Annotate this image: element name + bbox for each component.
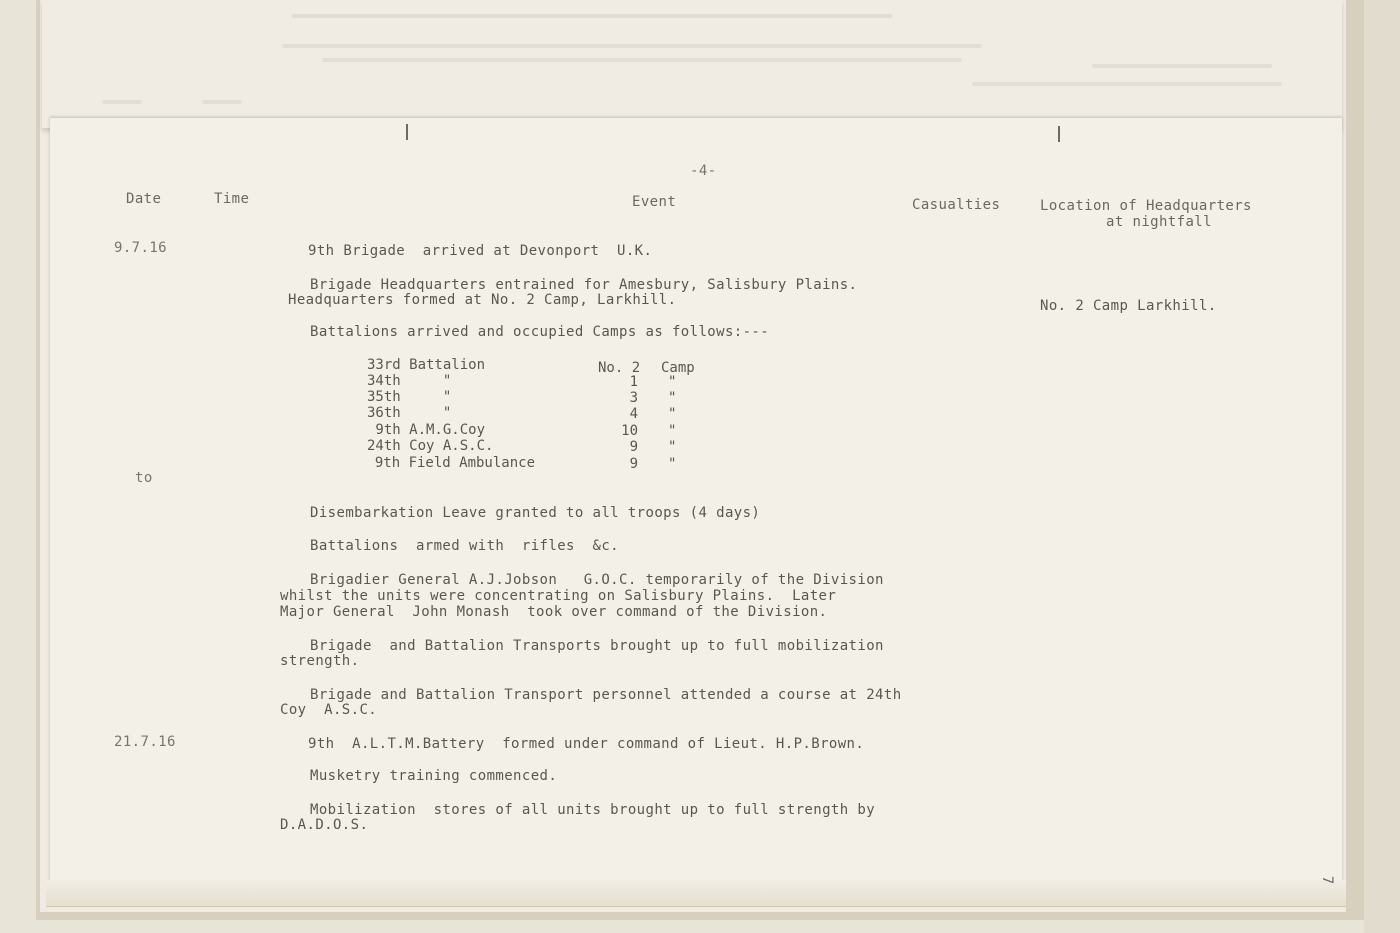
header-location-line1: Location of Headquarters <box>1040 198 1252 214</box>
camp-label: " <box>668 390 677 406</box>
camp-number: 9 <box>629 439 638 455</box>
event-course-line1: Brigade and Battalion Transport personnel attended a course at 24th <box>310 687 902 703</box>
event-musketry: Musketry training commenced. <box>310 768 558 784</box>
camp-number: 10 <box>621 423 638 439</box>
camp-label: " <box>668 439 677 455</box>
camp-unit: 35th " <box>367 389 452 405</box>
camp-number: 3 <box>629 390 638 406</box>
event-command-line2: whilst the units were concentrating on Salisbury Plains. Later <box>280 588 837 604</box>
previous-page-flap <box>42 0 1342 128</box>
camp-unit: 33rd Battalion <box>367 357 486 373</box>
camp-unit: 9th Field Ambulance <box>358 455 536 471</box>
camp-unit: 36th " <box>367 405 452 421</box>
header-casualties: Casualties <box>912 197 1001 213</box>
date-entry-2: 21.7.16 <box>114 734 176 750</box>
header-location-line2: at nightfall <box>1106 214 1212 230</box>
camp-label: " <box>668 456 677 472</box>
event-rifles: Battalions armed with rifles &c. <box>310 538 620 554</box>
event-command-line1: Brigadier General A.J.Jobson G.O.C. temporarily of the Division <box>310 572 884 588</box>
camp-label: " <box>668 406 677 422</box>
page-stack-edge <box>46 880 1346 907</box>
event-stores-line2: D.A.D.O.S. <box>280 817 369 833</box>
event-transports-line2: strength. <box>280 653 360 669</box>
camp-unit: 24th Coy A.S.C. <box>367 438 494 454</box>
camp-number: 1 <box>629 374 638 390</box>
event-command-line3: Major General John Monash took over command of the Division. <box>280 604 828 620</box>
header-event: Event <box>632 194 677 210</box>
event-course-line2: Coy A.S.C. <box>280 702 378 718</box>
camp-number: 9 <box>629 456 638 472</box>
event-transports-line1: Brigade and Battalion Transports brought up to full mobilization <box>310 638 884 654</box>
page-number: -4- <box>690 163 717 179</box>
header-time: Time <box>214 191 250 207</box>
folio-mark: 7 <box>1319 875 1336 885</box>
location-hq: No. 2 Camp Larkhill. <box>1040 298 1217 314</box>
date-to: to <box>135 470 153 486</box>
event-hq-entrained-line1: Brigade Headquarters entrained for Amesbury, Salisbury Plains. <box>310 277 858 293</box>
scan-background <box>1364 0 1400 933</box>
event-camps-intro: Battalions arrived and occupied Camps as follows:--- <box>310 324 770 340</box>
event-arrival: 9th Brigade arrived at Devonport U.K. <box>308 243 653 259</box>
camp-unit: 9th A.M.G.Coy <box>367 422 486 438</box>
date-entry-1: 9.7.16 <box>114 240 167 256</box>
camp-label: " <box>668 423 677 439</box>
camp-label: Camp <box>661 360 695 376</box>
camp-number: No. 2 <box>598 360 641 376</box>
punch-mark-left <box>406 124 408 140</box>
camp-label: " <box>668 374 677 390</box>
event-battery: 9th A.L.T.M.Battery formed under command of Lieut. H.P.Brown. <box>308 736 865 752</box>
punch-mark-right <box>1058 126 1060 142</box>
event-leave: Disembarkation Leave granted to all troops (4 days) <box>310 505 761 521</box>
camp-unit: 34th " <box>367 373 452 389</box>
header-date: Date <box>126 191 162 207</box>
camp-number: 4 <box>629 406 638 422</box>
event-hq-entrained-line2: Headquarters formed at No. 2 Camp, Larkhill. <box>288 292 677 308</box>
event-stores-line1: Mobilization stores of all units brought up to full strength by <box>310 802 876 818</box>
